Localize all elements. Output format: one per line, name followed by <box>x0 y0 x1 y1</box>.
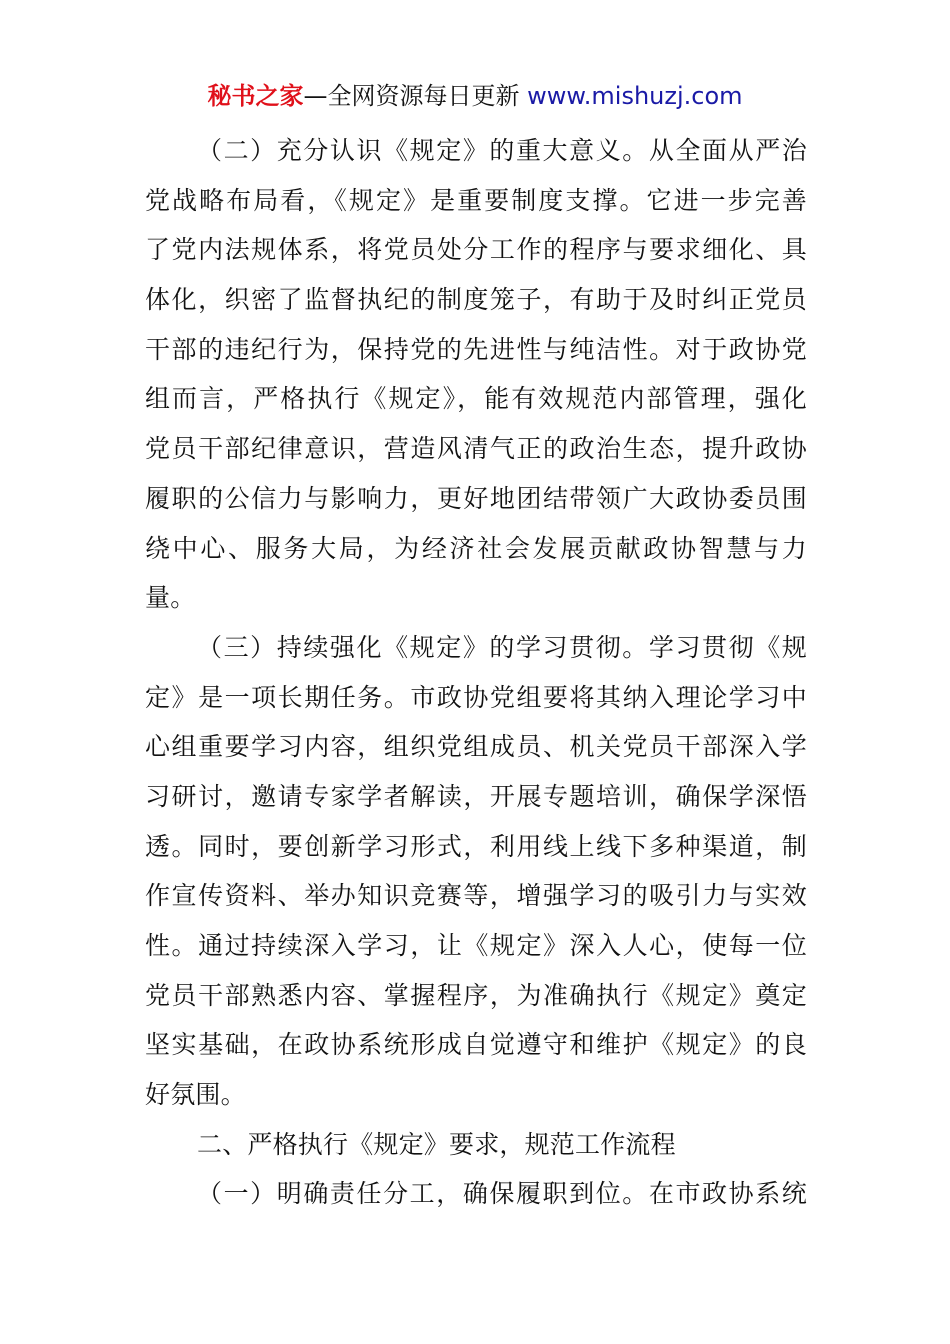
paragraph-line: 党战略布局看，《规定》是重要制度支撑。它进一步完善 <box>145 185 807 215</box>
paragraph-line: （三）持续强化《规定》的学习贯彻。学习贯彻《规 <box>197 632 807 662</box>
paragraph-line: 党员干部熟悉内容、掌握程序，为准确执行《规定》奠定 <box>145 980 807 1010</box>
paragraph-line: 习研讨，邀请专家学者解读，开展专题培训，确保学深悟 <box>145 781 807 811</box>
paragraph-line: 了党内法规体系，将党员处分工作的程序与要求细化、具 <box>145 235 807 265</box>
paragraph-line: 作宣传资料、举办知识竞赛等，增强学习的吸引力与实效 <box>145 881 807 911</box>
paragraph-line: 党员干部纪律意识，营造风清气正的政治生态，提升政协 <box>145 434 807 464</box>
paragraph-line: 坚实基础，在政协系统形成自觉遵守和维护《规定》的良 <box>145 1030 807 1060</box>
paragraph-line: 好氛围。 <box>145 1080 246 1110</box>
paragraph-line: 组而言，严格执行《规定》，能有效规范内部管理，强化 <box>145 384 807 414</box>
paragraph-line: 心组重要学习内容，组织党组成员、机关党员干部深入学 <box>145 732 807 762</box>
paragraph-line: 体化，织密了监督执纪的制度笼子，有助于及时纠正党员 <box>145 285 807 315</box>
paragraph-line: （一）明确责任分工，确保履职到位。在市政协系统 <box>197 1179 807 1209</box>
site-url: www.mishuzj.com <box>527 82 743 110</box>
paragraph-line: 干部的违纪行为，保持党的先进性与纯洁性。对于政协党 <box>145 334 807 364</box>
paragraph-line: 透。同时，要创新学习形式，利用线上线下多种渠道，制 <box>145 831 807 861</box>
section-heading: 二、严格执行《规定》要求，规范工作流程 <box>197 1129 676 1159</box>
page-header <box>0 80 950 112</box>
paragraph-line: 履职的公信力与影响力，更好地团结带领广大政协委员围 <box>145 483 807 513</box>
document-body <box>145 126 807 1219</box>
site-tagline: —全网资源每日更新 <box>303 82 528 110</box>
site-brand: 秘书之家 <box>207 82 304 110</box>
paragraph-line: 定》是一项长期任务。市政协党组要将其纳入理论学习中 <box>145 682 807 712</box>
paragraph-line: 性。通过持续深入学习，让《规定》深入人心，使每一位 <box>145 931 807 960</box>
paragraph-line: 量。 <box>145 583 196 613</box>
paragraph-line: 绕中心、服务大局，为经济社会发展贡献政协智慧与力 <box>145 533 807 563</box>
paragraph-line: （二）充分认识《规定》的重大意义。从全面从严治 <box>197 136 807 165</box>
